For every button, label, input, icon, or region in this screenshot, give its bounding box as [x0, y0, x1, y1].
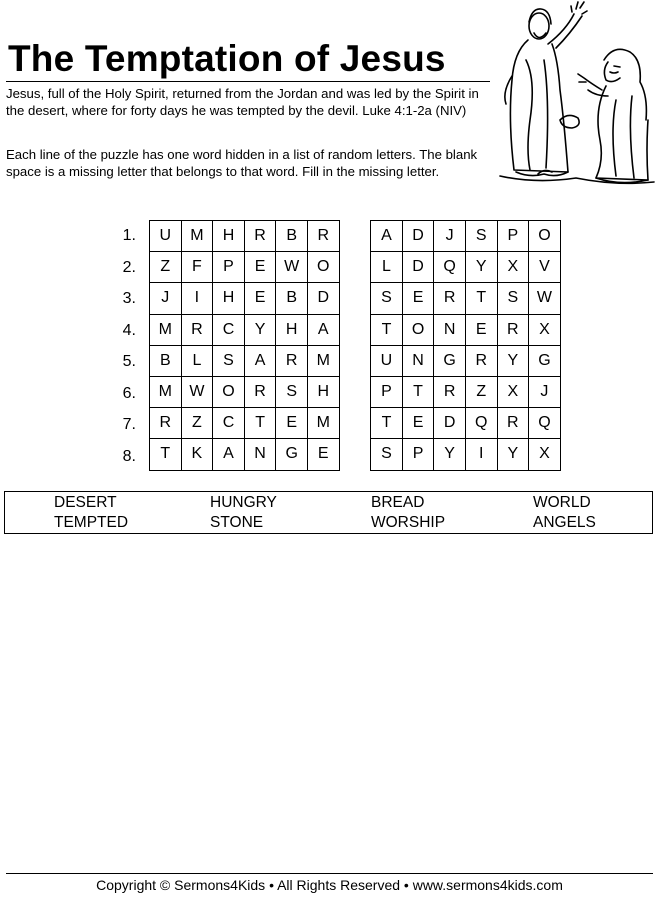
puzzle-letter-cell: S — [497, 283, 529, 314]
copyright-footer: Copyright © Sermons4Kids • All Rights Reserved • www.sermons4kids.com — [96, 877, 563, 893]
puzzle-letter-cell: D — [307, 283, 339, 314]
puzzle-letter-cell: M — [150, 376, 182, 407]
word-bank — [4, 491, 653, 534]
puzzle-letter-cell: R — [244, 376, 276, 407]
puzzle-letter-cell: K — [181, 439, 213, 470]
puzzle-letter-cell: Y — [465, 252, 497, 283]
puzzle-letter-cell: I — [181, 283, 213, 314]
row-number: 4. — [122, 321, 136, 339]
puzzle-row — [150, 283, 561, 314]
word-bank-item: BREAD — [371, 494, 425, 511]
puzzle-letter-cell: P — [213, 252, 245, 283]
row-number: 6. — [122, 384, 136, 402]
puzzle-letter-cell: Q — [465, 408, 497, 439]
word-bank-item: STONE — [210, 514, 264, 531]
puzzle-row — [150, 252, 561, 283]
puzzle-letter-cell: L — [371, 252, 403, 283]
puzzle-letter-cell: S — [371, 439, 403, 470]
puzzle-letter-cell: H — [307, 376, 339, 407]
puzzle-letter-cell: C — [213, 314, 245, 345]
puzzle-letter-cell: G — [276, 439, 308, 470]
missing-letter-blank[interactable] — [339, 408, 371, 439]
row-numbers — [108, 220, 136, 472]
puzzle-letter-cell: Y — [244, 314, 276, 345]
puzzle-row — [150, 376, 561, 407]
puzzle-letter-cell: P — [497, 221, 529, 252]
missing-letter-blank[interactable] — [339, 283, 371, 314]
puzzle-letter-cell: S — [371, 283, 403, 314]
puzzle-letter-cell: E — [244, 252, 276, 283]
puzzle-row — [150, 314, 561, 345]
puzzle-letter-cell: B — [276, 283, 308, 314]
puzzle-letter-cell: X — [529, 314, 561, 345]
puzzle-letter-cell: E — [276, 408, 308, 439]
puzzle-letter-cell: E — [465, 314, 497, 345]
puzzle-letter-cell: H — [276, 314, 308, 345]
puzzle-letter-cell: M — [181, 221, 213, 252]
puzzle-letter-cell: E — [402, 283, 434, 314]
puzzle-letter-cell: G — [529, 345, 561, 376]
puzzle-letter-cell: F — [181, 252, 213, 283]
row-number: 1. — [122, 227, 136, 244]
puzzle-letter-cell: L — [181, 345, 213, 376]
puzzle-letter-cell: R — [497, 314, 529, 345]
word-bank-item: TEMPTED — [54, 514, 129, 531]
puzzle-letter-cell: Y — [434, 439, 466, 470]
puzzle-letter-cell: S — [465, 221, 497, 252]
puzzle-letter-cell: X — [497, 252, 529, 283]
puzzle-letter-cell: A — [213, 439, 245, 470]
missing-letter-blank[interactable] — [339, 376, 371, 407]
puzzle-letter-cell: T — [465, 283, 497, 314]
puzzle-letter-cell: R — [465, 345, 497, 376]
puzzle-letter-cell: M — [307, 408, 339, 439]
puzzle-letter-cell: Y — [497, 345, 529, 376]
puzzle-letter-cell: H — [213, 221, 245, 252]
puzzle-letter-cell: R — [244, 221, 276, 252]
puzzle-letter-cell: G — [434, 345, 466, 376]
puzzle-letter-cell: H — [213, 283, 245, 314]
puzzle-letter-cell: Z — [150, 252, 182, 283]
puzzle-letter-cell: R — [307, 221, 339, 252]
puzzle-row — [150, 439, 561, 470]
jesus-and-devil-illustration — [496, 0, 656, 190]
puzzle-row — [150, 345, 561, 376]
puzzle-letter-cell: J — [529, 376, 561, 407]
scripture-paragraph: Jesus, full of the Holy Spirit, returned from the Jordan and was led by the Spirit in the desert, where for forty days he was tempted by the devil. Luke 4:1-2a (NIV) — [6, 86, 479, 118]
puzzle-letter-cell: I — [465, 439, 497, 470]
word-bank-item: HUNGRY — [210, 494, 277, 511]
puzzle-letter-cell: B — [276, 221, 308, 252]
puzzle-letter-cell: O — [213, 376, 245, 407]
puzzle-letter-cell: D — [402, 252, 434, 283]
row-number: 3. — [122, 290, 136, 307]
puzzle-letter-cell: A — [371, 221, 403, 252]
puzzle-letter-cell: T — [371, 408, 403, 439]
puzzle-letter-cell: R — [181, 314, 213, 345]
missing-letter-blank[interactable] — [339, 345, 371, 376]
puzzle-letter-cell: J — [434, 221, 466, 252]
page-title: The Temptation of Jesus — [8, 38, 446, 79]
puzzle-letter-cell: E — [244, 283, 276, 314]
puzzle-letter-cell: Z — [465, 376, 497, 407]
missing-letter-blank[interactable] — [339, 221, 371, 252]
puzzle-letter-cell: O — [307, 252, 339, 283]
puzzle-row — [150, 221, 561, 252]
puzzle-letter-cell: D — [434, 408, 466, 439]
footer-divider — [6, 873, 653, 874]
puzzle-letter-cell: M — [150, 314, 182, 345]
puzzle-letter-cell: Z — [181, 408, 213, 439]
puzzle-letter-cell: U — [371, 345, 403, 376]
puzzle-letter-cell: O — [402, 314, 434, 345]
missing-letter-blank[interactable] — [339, 252, 371, 283]
row-number: 8. — [122, 447, 136, 465]
puzzle-letter-cell: S — [276, 376, 308, 407]
puzzle-letter-cell: U — [150, 221, 182, 252]
puzzle-letter-cell: O — [529, 221, 561, 252]
puzzle-letter-cell: X — [497, 376, 529, 407]
row-number: 7. — [122, 416, 136, 433]
missing-letter-blank[interactable] — [339, 439, 371, 470]
puzzle-letter-cell: Q — [434, 252, 466, 283]
row-number: 5. — [122, 353, 136, 370]
row-number: 2. — [122, 258, 136, 276]
puzzle-row — [150, 408, 561, 439]
puzzle-letter-cell: P — [371, 376, 403, 407]
puzzle-letter-cell: E — [402, 408, 434, 439]
puzzle-letter-cell: R — [276, 345, 308, 376]
puzzle-letter-cell: Y — [497, 439, 529, 470]
instructions-paragraph: Each line of the puzzle has one word hidden in a list of random letters. The blank space is a missing letter that belongs to that word. Fill in the missing letter. — [6, 147, 478, 179]
puzzle-letter-cell: E — [307, 439, 339, 470]
puzzle-letter-cell: P — [402, 439, 434, 470]
word-bank-item: DESERT — [54, 494, 117, 511]
puzzle-letter-cell: A — [307, 314, 339, 345]
puzzle-letter-cell: R — [150, 408, 182, 439]
puzzle-letter-cell: V — [529, 252, 561, 283]
puzzle-letter-cell: S — [213, 345, 245, 376]
puzzle-letter-cell: T — [150, 439, 182, 470]
letter-puzzle-grid — [149, 220, 561, 471]
puzzle-letter-cell: R — [434, 283, 466, 314]
puzzle-letter-cell: Q — [529, 408, 561, 439]
word-bank-item: ANGELS — [533, 514, 596, 531]
puzzle-letter-cell: N — [244, 439, 276, 470]
puzzle-letter-cell: X — [529, 439, 561, 470]
word-bank-item: WORSHIP — [371, 514, 446, 531]
word-bank-item: WORLD — [533, 494, 591, 511]
puzzle-letter-cell: N — [434, 314, 466, 345]
puzzle-letter-cell: J — [150, 283, 182, 314]
missing-letter-blank[interactable] — [339, 314, 371, 345]
puzzle-letter-cell: T — [371, 314, 403, 345]
puzzle-letter-cell: W — [181, 376, 213, 407]
puzzle-letter-cell: A — [244, 345, 276, 376]
puzzle-letter-cell: N — [402, 345, 434, 376]
puzzle-letter-cell: T — [244, 408, 276, 439]
puzzle-letter-cell: C — [213, 408, 245, 439]
puzzle-letter-cell: W — [529, 283, 561, 314]
puzzle-letter-cell: M — [307, 345, 339, 376]
puzzle-letter-cell: T — [402, 376, 434, 407]
title-underline — [6, 81, 490, 82]
puzzle-letter-cell: D — [402, 221, 434, 252]
puzzle-letter-cell: W — [276, 252, 308, 283]
puzzle-letter-cell: R — [497, 408, 529, 439]
puzzle-letter-cell: R — [434, 376, 466, 407]
puzzle-letter-cell: B — [150, 345, 182, 376]
